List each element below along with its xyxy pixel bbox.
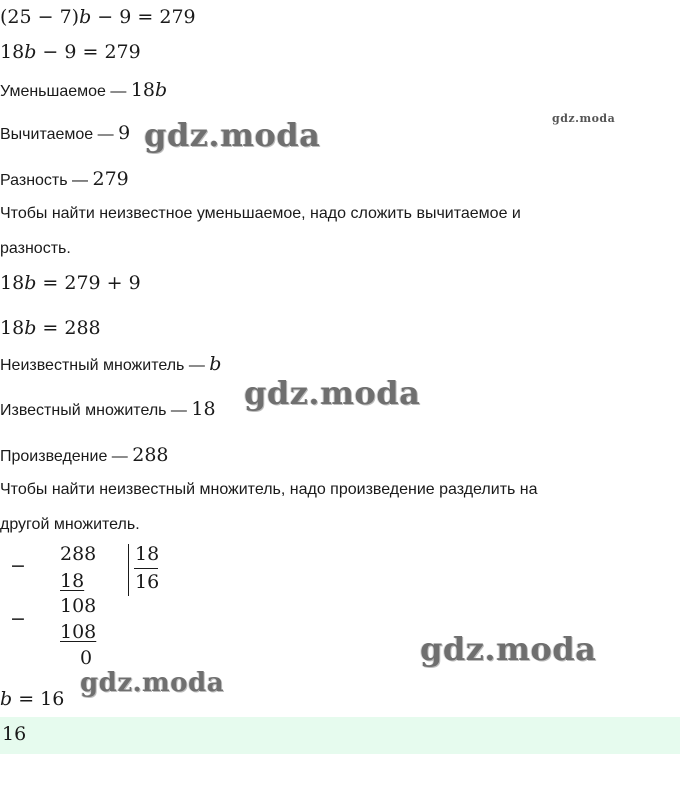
product-value: 288	[132, 444, 169, 466]
known-factor-line	[0, 398, 216, 420]
unknown-factor-label: Неизвестный множитель —	[0, 357, 210, 374]
eq4-rest: = 288	[36, 317, 101, 339]
long-division	[0, 540, 200, 670]
division-dividend: 288	[60, 543, 97, 565]
product-line	[0, 444, 169, 466]
product-label: Произведение —	[0, 448, 133, 465]
eq3-part: 18	[0, 272, 25, 294]
difference-value: 279	[92, 168, 129, 190]
eq2-part: 18	[0, 41, 25, 63]
subtrahend-label: Вычитаемое —	[0, 126, 119, 143]
subtrahend-value: 9	[118, 122, 131, 144]
division-minus-2: −	[10, 608, 26, 630]
rule-1-text-a: Чтобы найти неизвестное уменьшаемое, надо сложить вычитаемое и	[0, 205, 521, 222]
watermark-logo: gdz.moda	[80, 668, 225, 698]
difference-label: Разность —	[0, 172, 93, 189]
result-line	[0, 688, 64, 710]
eq2-var: b	[24, 41, 37, 63]
eq3-rest: = 279 + 9	[36, 272, 141, 294]
result-var: b	[0, 688, 13, 710]
rule-2-line-b	[0, 516, 140, 534]
division-quotient: 16	[135, 571, 160, 593]
rule-2-text-a: Чтобы найти неизвестный множитель, надо произведение разделить на	[0, 481, 538, 498]
watermark-logo: gdz.moda	[144, 116, 321, 154]
division-minus-1: −	[10, 555, 26, 577]
subtrahend-line	[0, 122, 130, 144]
division-remainder-1: 108	[60, 595, 97, 617]
division-vertical-bar	[128, 544, 129, 596]
answer-box	[0, 717, 680, 754]
watermark-logo: gdz.moda	[420, 630, 597, 668]
eq4-var: b	[24, 317, 37, 339]
eq1-rest: − 9 = 279	[91, 6, 196, 28]
division-remainder-final: 0	[80, 647, 93, 669]
division-divisor: 18	[135, 543, 160, 565]
minuend-var: b	[155, 79, 168, 101]
division-horizontal-bar	[134, 568, 158, 569]
equation-line-1	[0, 6, 196, 28]
rule-2-line-a	[0, 481, 538, 499]
eq3-var: b	[24, 272, 37, 294]
minuend-label: Уменьшаемое —	[0, 83, 131, 100]
rule-1-line-a	[0, 205, 521, 223]
unknown-factor-line	[0, 353, 221, 375]
result-value: = 16	[12, 688, 65, 710]
known-factor-label: Известный множитель —	[0, 402, 192, 419]
equation-line-2	[0, 41, 141, 63]
equation-line-3	[0, 272, 141, 294]
rule-1-line-b	[0, 240, 71, 258]
rule-2-text-b: другой множитель.	[0, 516, 140, 533]
division-subtrahend-1: 18	[60, 570, 85, 592]
watermark-logo: gdz.moda	[244, 374, 421, 412]
rule-1-text-b: разность.	[0, 240, 71, 257]
eq4-part: 18	[0, 317, 25, 339]
minuend-value: 18	[130, 79, 156, 101]
unknown-factor-var: b	[209, 353, 222, 375]
eq1-var: b	[79, 6, 92, 28]
eq1-part: (25 − 7)	[0, 6, 80, 28]
equation-line-4	[0, 317, 101, 339]
answer-value: 16	[2, 723, 27, 745]
difference-line	[0, 168, 129, 190]
watermark-logo-small: gdz.moda	[552, 112, 616, 125]
division-subtrahend-2: 108	[60, 621, 97, 643]
eq2-rest: − 9 = 279	[36, 41, 141, 63]
known-factor-value: 18	[191, 398, 216, 420]
minuend-line	[0, 79, 167, 101]
